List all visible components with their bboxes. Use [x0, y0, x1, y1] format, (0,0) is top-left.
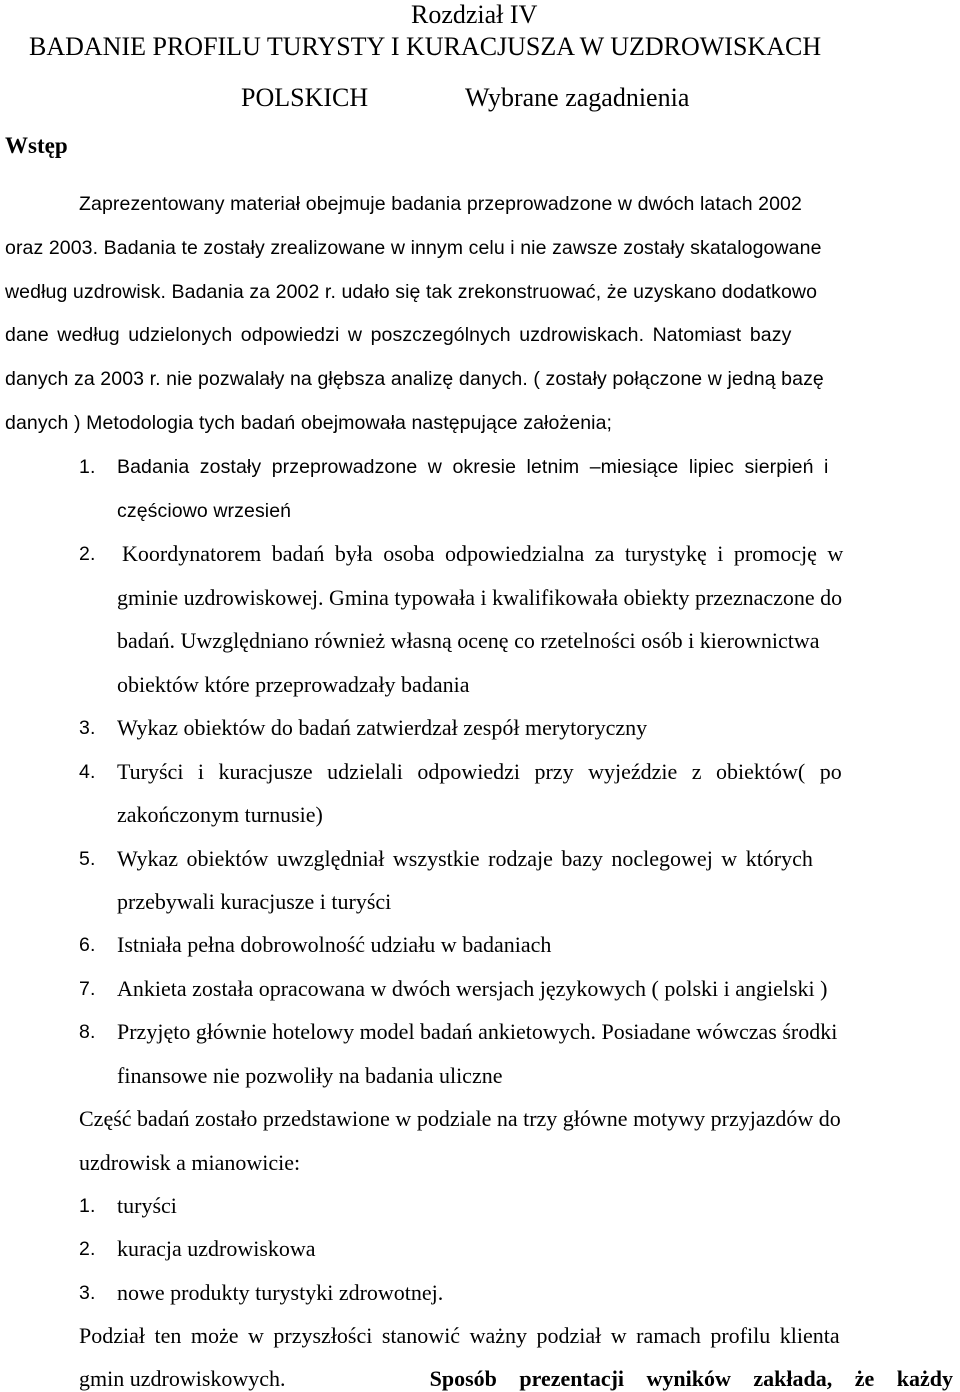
intro-line-2-text: oraz 2003. Badania te zostały zrealizowane w innym celu i nie zawsze zostały skatalogowane [5, 237, 822, 259]
list-item-number: 5. [79, 848, 96, 870]
list-item-text: Istniała pełna dobrowolność udziału w badaniach [117, 932, 552, 957]
motives-intro-line-2: uzdrowisk a mianowicie: [79, 1150, 301, 1175]
intro-line-2 [5, 235, 954, 261]
list-item-number: 6. [79, 934, 96, 956]
list-item-text: Badania zostały przeprowadzone w okresie letnim –miesiące lipiec sierpień i [117, 456, 829, 478]
list-item-text: zakończonym turnusie) [117, 802, 323, 827]
list-item-number: 4. [79, 761, 96, 783]
list-item-number: 2. [79, 543, 96, 565]
list-item-number: 1. [79, 456, 96, 478]
closing-plain-text: gmin uzdrowiskowych. [79, 1366, 286, 1391]
motive-number: 3. [79, 1282, 96, 1304]
chapter-heading: Rozdział IV [411, 0, 538, 29]
closing-line-1: Podział ten może w przyszłości stanowić ważny podział w ramach profilu klienta [79, 1323, 840, 1348]
list-item-text: Turyści i kuracjusze udzielali odpowiedzi przy wyjeździe z obiektów( po [117, 759, 842, 784]
list-item-number: 7. [79, 978, 96, 1000]
document-subtitle: Wybrane zagadnienia [465, 83, 690, 112]
list-item-text: częściowo wrzesień [117, 500, 292, 522]
list-item-text: przebywali kuracjusze i turyści [117, 889, 392, 914]
list-item-text: Przyjęto głównie hotelowy model badań ankietowych. Posiadane wówczas środki [117, 1019, 838, 1044]
document-title-continued: POLSKICH [241, 83, 369, 112]
motive-text: turyści [117, 1193, 177, 1218]
list-item-text: Wykaz obiektów do badań zatwierdzał zespół merytoryczny [117, 715, 648, 740]
list-item-text: finansowe nie pozwoliły na badania uliczne [117, 1063, 503, 1088]
motive-number: 1. [79, 1195, 96, 1217]
motive-number: 2. [79, 1238, 96, 1260]
intro-line-3: według uzdrowisk. Badania za 2002 r. udało się tak zrekonstruować, że uzyskano dodatkowo [5, 281, 818, 303]
document-title: BADANIE PROFILU TURYSTY I KURACJUSZA W UZDROWISKACH [29, 32, 822, 61]
intro-line-5: danych za 2003 r. nie pozwalały na głębsza analizę danych. ( zostały połączone w jedną bazę [5, 368, 824, 390]
motive-text: nowe produkty turystyki zdrowotnej. [117, 1280, 444, 1305]
closing-line-2 [79, 1366, 953, 1392]
intro-line-1: Zaprezentowany materiał obejmuje badania przeprowadzone w dwóch latach 2002 [79, 193, 802, 215]
motives-intro-line-1: Część badań zostało przedstawione w podziale na trzy główne motywy przyjazdów do [79, 1106, 841, 1131]
motive-text: kuracja uzdrowiskowa [117, 1236, 316, 1261]
intro-line-4: dane według udzielonych odpowiedzi w poszczególnych uzdrowiskach. Natomiast bazy [5, 324, 792, 346]
list-item-text: Ankieta została opracowana w dwóch wersjach językowych ( polski i angielski ) [117, 976, 828, 1001]
list-item-text: gminie uzdrowiskowej. Gmina typowała i kwalifikowała obiekty przeznaczone do [117, 585, 843, 610]
list-item-text: Koordynatorem badań była osoba odpowiedzialna za turystykę i promocję w [122, 541, 844, 566]
list-item-text: obiektów które przeprowadzały badania [117, 672, 470, 697]
intro-line-6: danych ) Metodologia tych badań obejmowała następujące założenia; [5, 412, 613, 434]
list-item-text: Wykaz obiektów uwzględniał wszystkie rodzaje bazy noclegowej w których [117, 846, 813, 871]
closing-bold-text: Sposób prezentacji wyników zakłada, że każdy [429, 1366, 953, 1391]
list-item-number: 3. [79, 717, 96, 739]
list-item-text: badań. Uwzględniano również własną ocenę co rzetelności osób i kierownictwa [117, 628, 820, 653]
list-item-number: 8. [79, 1021, 96, 1043]
section-heading: Wstęp [5, 133, 68, 158]
